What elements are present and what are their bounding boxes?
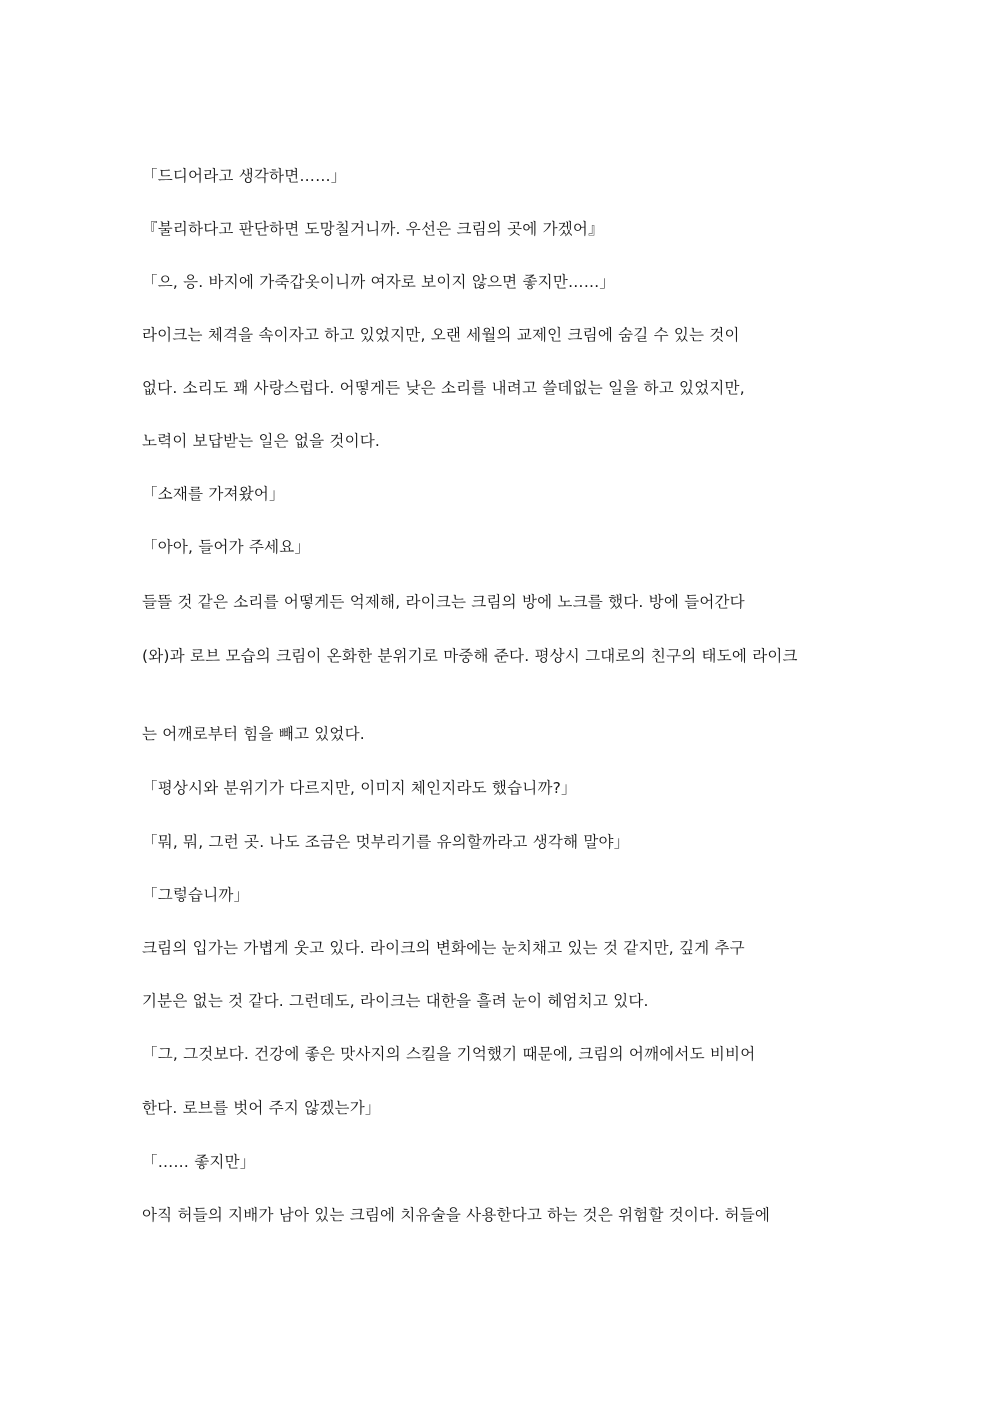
- dialogue-line: 「뭐, 뭐, 그런 곳. 나도 조금은 멋부리기를 유의할까라고 생각해 말야」: [142, 833, 630, 851]
- narration-line: 노력이 보답받는 일은 없을 것이다.: [142, 432, 381, 450]
- dialogue-line: 「드디어라고 생각하면……」: [142, 167, 347, 185]
- dialogue-line: 한다. 로브를 벗어 주지 않겠는가」: [142, 1099, 381, 1117]
- narration-line: 아직 허들의 지배가 남아 있는 크림에 치유술을 사용한다고 하는 것은 위험할 것이다. 허들에: [142, 1206, 771, 1224]
- narration-line: 없다. 소리도 꽤 사랑스럽다. 어떻게든 낮은 소리를 내려고 쓸데없는 일을 하고 있었지만,: [142, 379, 745, 397]
- dialogue-line: 「평상시와 분위기가 다르지만, 이미지 체인지라도 했습니까?」: [142, 779, 577, 797]
- narration-line: 는 어깨로부터 힘을 빼고 있었다.: [142, 725, 365, 743]
- narration-line: 기분은 없는 것 같다. 그런데도, 라이크는 대한을 흘려 눈이 헤엄치고 있다.: [142, 992, 649, 1010]
- dialogue-line: 「소재를 가져왔어」: [142, 485, 285, 503]
- narration-line: 라이크는 체격을 속이자고 하고 있었지만, 오랜 세월의 교제인 크림에 숨길 수 있는 것이: [142, 326, 740, 344]
- dialogue-line: 「아아, 들어가 주세요」: [142, 538, 311, 556]
- narration-line: 크림의 입가는 가볍게 웃고 있다. 라이크의 변화에는 눈치채고 있는 것 같지만, 깊게 추구: [142, 939, 745, 957]
- narration-line: 들뜰 것 같은 소리를 어떻게든 억제해, 라이크는 크림의 방에 노크를 했다. 방에 들어간다: [142, 593, 745, 611]
- dialogue-line: 「그렇습니까」: [142, 886, 250, 904]
- dialogue-line: 『불리하다고 판단하면 도망칠거니까. 우선은 크림의 곳에 가겠어』: [142, 220, 604, 238]
- dialogue-line: 「으, 응. 바지에 가죽갑옷이니까 여자로 보이지 않으면 좋지만……」: [142, 273, 616, 291]
- narration-line: (와)과 로브 모습의 크림이 온화한 분위기로 마중해 준다. 평상시 그대로의 친구의 태도에 라이크: [142, 647, 798, 665]
- dialogue-line: 「…… 좋지만」: [142, 1153, 256, 1171]
- dialogue-line: 「그, 그것보다. 건강에 좋은 맛사지의 스킬을 기억했기 때문에, 크림의 어깨에서도 비비어: [142, 1045, 756, 1063]
